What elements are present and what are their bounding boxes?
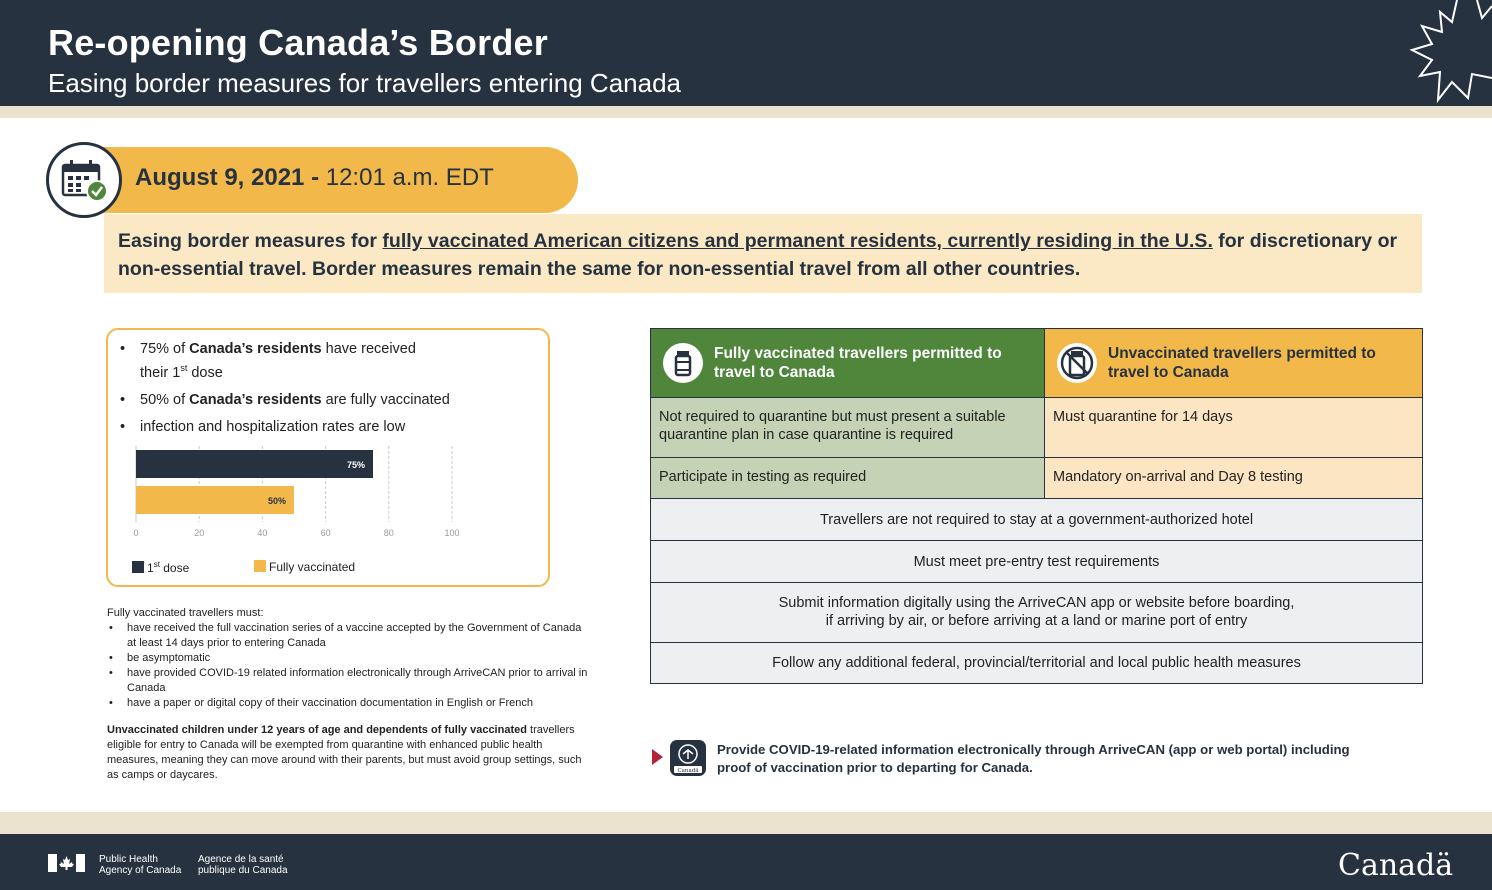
shared-row: Follow any additional federal, provincial/territorial and local public health measures xyxy=(651,642,1422,683)
effective-date xyxy=(135,164,494,192)
shared-row: Submit information digitally using the ArriveCAN app or website before boarding, if arriving by air, or before arriving at a land or marine port of entry xyxy=(651,582,1422,642)
x-tick-label: 80 xyxy=(383,528,394,538)
stats-item xyxy=(120,418,450,437)
legend-first-dose xyxy=(132,560,189,575)
org-name-french: Agence de la santé publique du Canada xyxy=(198,854,288,876)
unvaccinated-header xyxy=(1044,329,1422,397)
shared-row: Must meet pre-entry test requirements xyxy=(651,540,1422,582)
policy-statement xyxy=(118,227,1408,283)
calendar-check-icon xyxy=(46,142,122,218)
vaccinated-cell: Participate in testing as required xyxy=(651,458,1044,498)
legend-swatch xyxy=(132,561,144,573)
eligible-travellers: fully vaccinated American citizens and permanent residents, currently residing in the U.S. xyxy=(382,230,1213,252)
canada-wordmark: Canadä xyxy=(1338,848,1454,883)
children-bold: Unvaccinated children under 12 years of age and dependents of fully vaccinated xyxy=(107,724,527,736)
no-vaccine-icon xyxy=(1057,343,1097,383)
requirement-item: • have received the full vaccination series of a vaccine accepted by the Government of Canada at least 14 days prior to entering Canada xyxy=(107,621,592,651)
legend-fully-vaccinated xyxy=(254,560,355,574)
maple-leaf-outline-icon xyxy=(1382,0,1492,106)
requirement-item: • be asymptomatic xyxy=(107,651,592,666)
policy-part1: Easing border measures for xyxy=(118,230,383,252)
data-label: 50% xyxy=(267,496,286,506)
x-tick-label: 0 xyxy=(133,528,139,538)
vaccinated-header xyxy=(651,329,1044,397)
legend-label: Fully vaccinated xyxy=(269,560,356,574)
stats-list xyxy=(120,340,450,445)
x-tick-label: 20 xyxy=(194,528,205,538)
footer xyxy=(0,834,1492,890)
arrivecan-app-icon[interactable] xyxy=(670,740,706,776)
table-row xyxy=(651,457,1422,498)
legend-label: 1st dose xyxy=(147,560,190,575)
pointer-triangle-icon xyxy=(652,749,663,765)
unvaccinated-cell: Must quarantine for 14 days xyxy=(1044,398,1422,457)
x-tick-label: 60 xyxy=(320,528,331,538)
legend-swatch xyxy=(254,560,266,572)
table-row xyxy=(651,397,1422,457)
stats-item xyxy=(120,391,450,410)
policy-banner xyxy=(104,214,1422,293)
policy-part2: for discretionary or non-essential travel. Border measures remain the same for non-essential travel from all other countries. xyxy=(118,230,1398,280)
children-exemption xyxy=(107,723,592,783)
data-label: 75% xyxy=(346,460,365,470)
footer-stripe xyxy=(0,812,1492,834)
vaccine-vial-icon xyxy=(663,343,703,383)
stat-post: have received their 1st dose xyxy=(140,341,416,381)
org-name-english: Public Health Agency of Canada xyxy=(99,854,182,876)
unvaccinated-header-text: Unvaccinated travellers permitted to travel to Canada xyxy=(1108,345,1376,381)
x-tick-label: 40 xyxy=(257,528,268,538)
vaccination-stats-box xyxy=(106,328,550,587)
arrivecan-text: Provide COVID-19-related information electronically through ArriveCAN (app or web portal) including proof of vaccination prior to departing for Canada. xyxy=(717,742,1350,775)
traveller-comparison-table xyxy=(650,328,1423,684)
vaccination-bar-chart xyxy=(130,446,470,546)
vaccinated-header-text: Fully vaccinated travellers permitted to travel to Canada xyxy=(714,345,1002,381)
requirements-intro: Fully vaccinated travellers must: xyxy=(107,607,264,619)
traveller-requirements xyxy=(107,606,592,783)
table-header xyxy=(651,329,1422,397)
requirement-item: • have provided COVID-19 related information electronically through ArriveCAN prior to arrival in Canada xyxy=(107,666,592,696)
date-day: August 9, 2021 - xyxy=(135,164,320,191)
bar xyxy=(136,450,373,478)
x-tick-label: 100 xyxy=(444,528,460,538)
children-rest: travellers eligible for entry to Canada will be exempted from quarantine with enhanced public health measures, meaning they can move around with their parents, but must avoid group settings, such as camps or daycares. xyxy=(107,724,582,781)
header-stripe xyxy=(0,106,1492,118)
stat-pre: 50% of xyxy=(140,391,190,408)
shared-row: Travellers are not required to stay at a government-authorized hotel xyxy=(651,498,1422,540)
stat-post: are fully vaccinated xyxy=(321,391,450,408)
stat-bold: Canada’s residents xyxy=(189,341,322,357)
app-label: Canadä xyxy=(677,768,699,774)
stats-item xyxy=(120,340,450,383)
stat-pre: 75% of xyxy=(140,341,190,357)
stat-pre: infection and hospitalization rates are low xyxy=(140,418,406,435)
requirement-item: • have a paper or digital copy of their vaccination documentation in English or French xyxy=(107,696,592,711)
header xyxy=(0,0,1492,106)
page-title: Re-opening Canada’s Border xyxy=(48,22,548,63)
requirements-list xyxy=(107,621,592,711)
page-subtitle: Easing border measures for travellers entering Canada xyxy=(48,68,682,98)
date-time: 12:01 a.m. EDT xyxy=(325,164,494,191)
canada-flag-icon xyxy=(48,854,85,872)
unvaccinated-cell: Mandatory on-arrival and Day 8 testing xyxy=(1044,458,1422,498)
vaccinated-cell: Not required to quarantine but must present a suitable quarantine plan in case quarantine is required xyxy=(651,398,1044,457)
stat-bold: Canada’s residents xyxy=(189,391,322,408)
date-banner xyxy=(100,147,578,213)
